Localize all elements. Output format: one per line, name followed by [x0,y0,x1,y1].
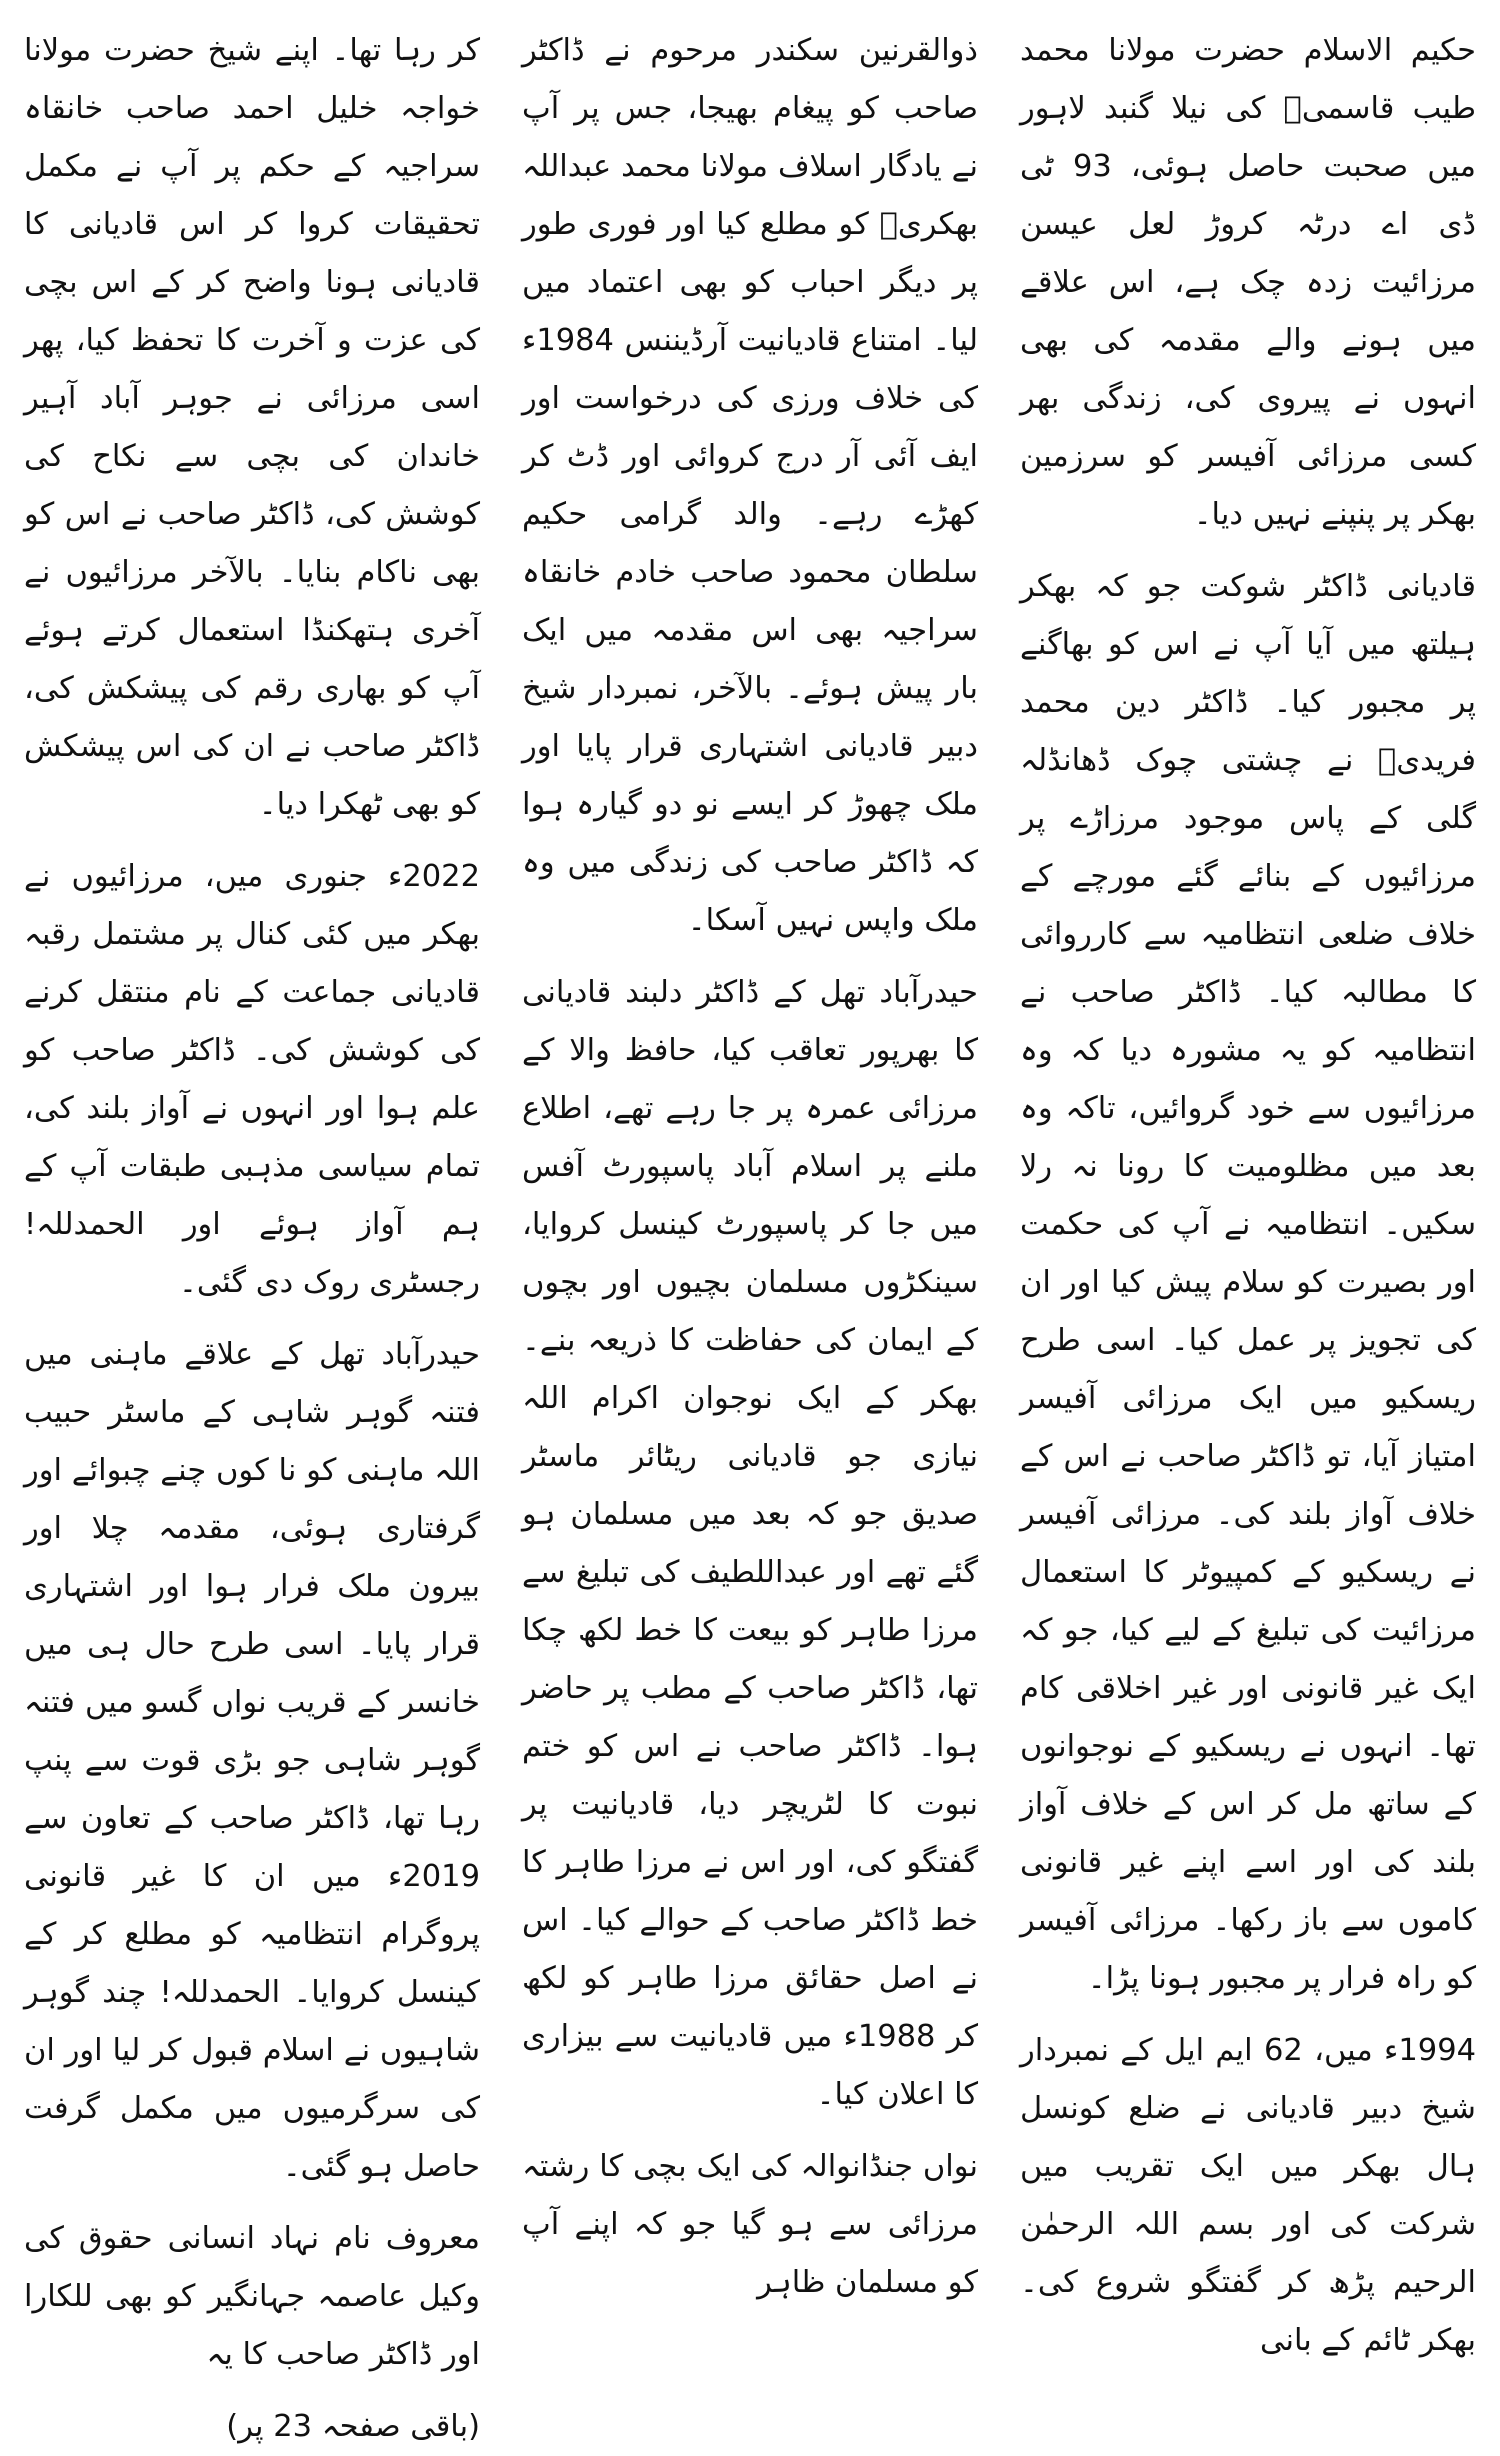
paragraph: ذوالقرنین سکندر مرحوم نے ڈاکٹر صاحب کو پیغام بھیجا، جس پر آپ نے یادگار اسلاف مولانا محمد عبداللہ بھکریؒ کو مطلع کیا اور فوری طور پر دیگر احباب کو بھی اعتماد میں لیا۔ امتناع قادیانیت آرڈیننس 1984ء کی خلاف ورزی کی درخواست اور ایف آئی آر درج کروائی اور ڈٹ کر کھڑے رہے۔ والد گرامی حکیم سلطان محمود صاحب خادم خانقاہ سراجیہ بھی اس مقدمہ میں ایک بار پیش ہوئے۔ بالآخر، نمبردار شیخ دبیر قادیانی اشتہاری قرار پایا اور ملک چھوڑ کر ایسے نو دو گیارہ ہوا کہ ڈاکٹر صاحب کی زندگی میں وہ ملک واپس نہیں آسکا۔ [522,33,978,938]
paragraph: 1994ء میں، 62 ایم ایل کے نمبردار شیخ دبیر قادیانی نے ضلع کونسل ہال بھکر میں ایک تقریب میں شرکت کی اور بسم اللہ الرحمٰن الرحیم پڑھ کر گفتگو شروع کی۔ بھکر ٹائم کے بانی [1020,2033,1477,2358]
paragraph: 2022ء جنوری میں، مرزائیوں نے بھکر میں کئی کنال پر مشتمل رقبہ قادیانی جماعت کے نام منتقل کرنے کی کوشش کی۔ ڈاکٹر صاحب کو علم ہوا اور انہوں نے آواز بلند کی، تمام سیاسی مذہبی طبقات آپ کے ہم آواز ہوئے اور الحمدللہ! رجسٹری روک دی گئی۔ [24,859,480,1300]
paragraph: معروف نام نہاد انسانی حقوق کی وکیل عاصمہ جہانگیر کو بھی للکارا اور ڈاکٹر صاحب کا یہ [24,2221,480,2372]
article-column-middle [522,22,979,2300]
paragraph: قادیانی ڈاکٹر شوکت جو کہ بھکر ہیلتھ میں آیا آپ نے اس کو بھاگنے پر مجبور کیا۔ ڈاکٹر دین محمد فریدیؒ نے چشتی چوک ڈھانڈلہ گلی کے پاس موجود مرزاڑے پر مرزائیوں کے بنائے گئے مورچے کے خلاف ضلعی انتظامیہ سے کارروائی کا مطالبہ کیا۔ ڈاکٹر صاحب نے انتظامیہ کو یہ مشورہ دیا کہ وہ مرزائیوں سے خود گروائیں، تاکہ وہ بعد میں مظلومیت کا رونا نہ رلا سکیں۔ انتظامیہ نے آپ کی حکمت اور بصیرت کو سلام پیش کیا اور ان کی تجویز پر عمل کیا۔ اسی طرح ریسکیو میں ایک مرزائی آفیسر امتیاز آیا، تو ڈاکٹر صاحب نے اس کے خلاف آواز بلند کی۔ مرزائی آفیسر نے ریسکیو کے کمپیوٹر کا استعمال مرزائیت کی تبلیغ کے لیے کیا، جو کہ ایک غیر قانونی اور غیر اخلاقی کام تھا۔ انہوں نے ریسکیو کے نوجوانوں کے ساتھ مل کر اس کے خلاف آواز بلند کی اور اسے اپنے غیر قانونی کاموں سے باز رکھا۔ مرزائی آفیسر کو راہ فرار پر مجبور ہونا پڑا۔ [1020,569,1476,1996]
paragraph: نواں جنڈانوالہ کی ایک بچی کا رشتہ مرزائی سے ہو گیا جو کہ اپنے آپ کو مسلمان ظاہر [522,2149,978,2300]
article-column-left [24,22,480,2444]
paragraph: حکیم الاسلام حضرت مولانا محمد طیب قاسمیؒ کی نیلا گنبد لاہور میں صحبت حاصل ہوئی، 93 ٹی ڈی اے درٹہ کروڑ لعل عیسن مرزائیت زدہ چک ہے، اس علاقے میں ہونے والے مقدمہ کی بھی انہوں نے پیروی کی، زندگی بھر کسی مرزائی آفیسر کو سرزمین بھکر پر پنپنے نہیں دیا۔ [1020,33,1476,532]
article-column-right [1020,22,1477,2358]
paragraph: حیدرآباد تھل کے علاقے ماہنی میں فتنہ گوہر شاہی کے ماسٹر حبیب اللہ ماہنی کو نا کوں چنے چبوائے اور گرفتاری ہوئی، مقدمہ چلا اور بیرون ملک فرار ہوا اور اشتہاری قرار پایا۔ اسی طرح حال ہی میں خانسر کے قریب نواں گسو میں فتنہ گوہر شاہی جو بڑی قوت سے پنپ رہا تھا، ڈاکٹر صاحب کے تعاون سے 2019ء میں ان کا غیر قانونی پروگرام انتظامیہ کو مطلع کر کے کینسل کروایا۔ الحمدللہ! چند گوہر شاہیوں نے اسلام قبول کر لیا اور ان کی سرگرمیوں میں مکمل گرفت حاصل ہو گئی۔ [24,1337,480,2184]
paragraph: کر رہا تھا۔ اپنے شیخ حضرت مولانا خواجہ خلیل احمد صاحب خانقاہ سراجیہ کے حکم پر آپ نے مکمل تحقیقات کروا کر اس قادیانی کا قادیانی ہونا واضح کر کے اس بچی کی عزت و آخرت کا تحفظ کیا، پھر اسی مرزائی نے جوہر آباد آہیر خاندان کی بچی سے نکاح کی کوشش کی، ڈاکٹر صاحب نے اس کو بھی ناکام بنایا۔ بالآخر مرزائیوں نے آخری ہتھکنڈا استعمال کرتے ہوئے آپ کو بھاری رقم کی پیشکش کی، ڈاکٹر صاحب نے ان کی اس پیشکش کو بھی ٹھکرا دیا۔ [24,33,480,822]
continuation-note: (باقی صفحہ 23 پر) [226,2409,480,2444]
paragraph: حیدرآباد تھل کے ڈاکٹر دلبند قادیانی کا بھرپور تعاقب کیا، حافظ والا کے مرزائی عمرہ پر جا رہے تھے، اطلاع ملنے پر اسلام آباد پاسپورٹ آفس میں جا کر پاسپورٹ کینسل کروایا، سینکڑوں مسلمان بچیوں اور بچوں کے ایمان کی حفاظت کا ذریعہ بنے۔ بھکر کے ایک نوجوان اکرام اللہ نیازی جو قادیانی ریٹائر ماسٹر صدیق جو کہ بعد میں مسلمان ہو گئے تھے اور عبداللطیف کی تبلیغ سے مرزا طاہر کو بیعت کا خط لکھ چکا تھا، ڈاکٹر صاحب کے مطب پر حاضر ہوا۔ ڈاکٹر صاحب نے اس کو ختم نبوت کا لٹریچر دیا، قادیانیت پر گفتگو کی، اور اس نے مرزا طاہر کا خط ڈاکٹر صاحب کے حوالے کیا۔ اس نے اصل حقائق مرزا طاہر کو لکھ کر 1988ء میں قادیانیت سے بیزاری کا اعلان کیا۔ [522,975,979,2112]
